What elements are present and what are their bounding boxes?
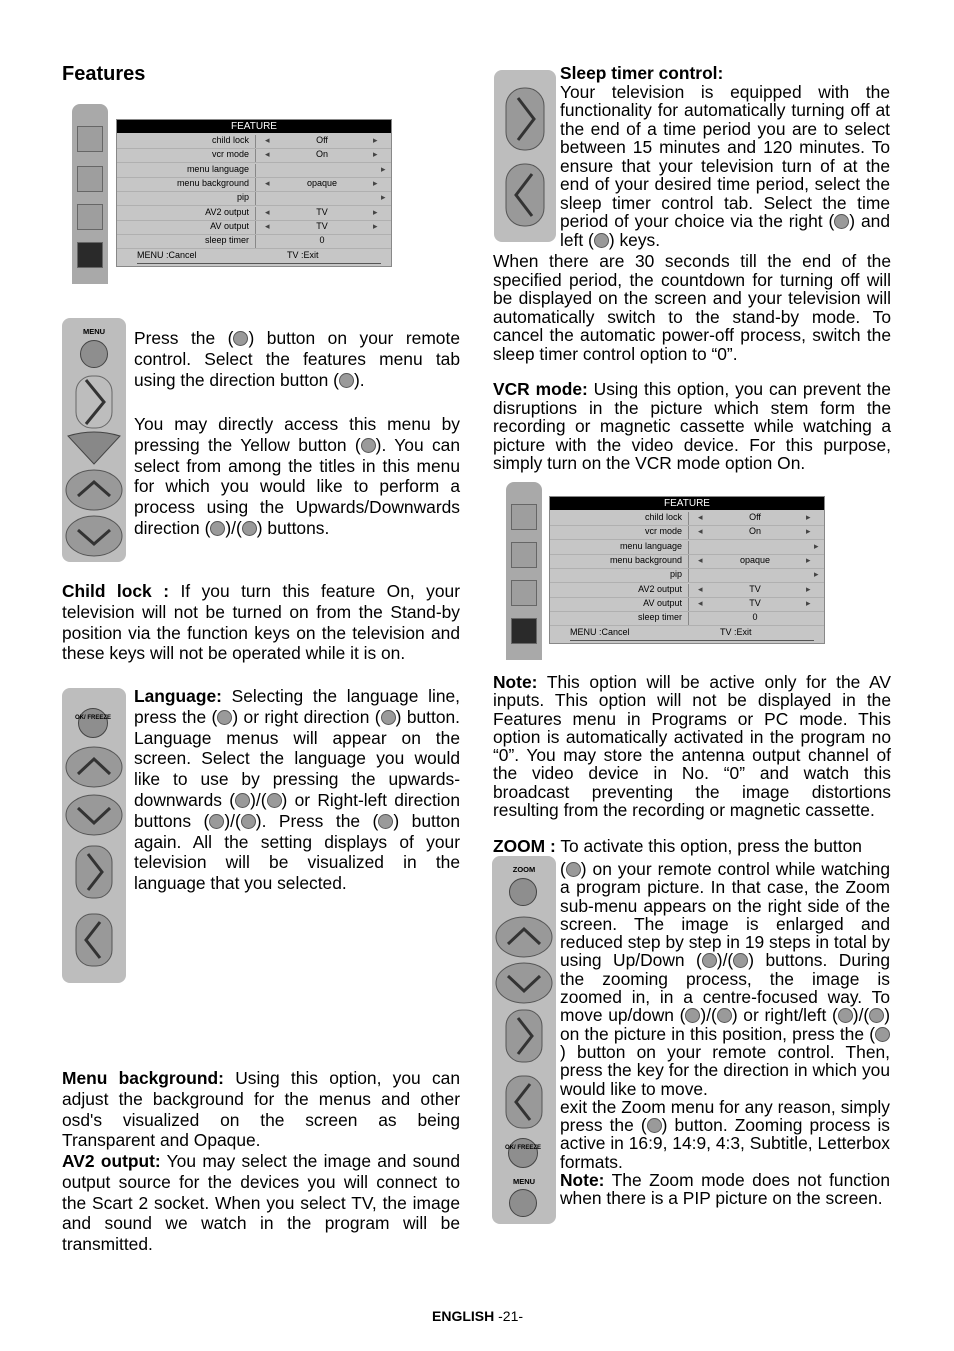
right-arrow-icon: ▸ (373, 220, 378, 231)
menu-divider (688, 612, 689, 625)
zoom-heading-line: ZOOM : To activate this option, press the button (493, 836, 862, 856)
menu-row-value: opaque (739, 554, 771, 565)
menu-button-icon (233, 331, 248, 346)
menu-title: FEATURE (117, 120, 391, 133)
remote-strip-sleep (494, 70, 556, 242)
down-arrow-icon[interactable] (64, 514, 124, 558)
menu-row-value: 0 (752, 612, 758, 623)
ok-freeze-button[interactable] (78, 708, 108, 738)
menu-row-label: sleep timer (204, 235, 249, 246)
up-arrow-icon-2[interactable] (64, 744, 124, 790)
remote-strip-ok (62, 688, 126, 983)
intro-paragraph: Press the ( ) button on your remote control. Select the features menu tab using the direction button ( ). (134, 328, 460, 390)
menu-row[interactable] (550, 584, 824, 598)
menu-title: FEATURE (550, 497, 824, 510)
menu-button[interactable] (80, 340, 108, 368)
menu-divider (688, 541, 689, 554)
menu-exit-hint: TV :Exit (720, 627, 752, 637)
right-arrow-icon[interactable] (72, 374, 116, 430)
menu-divider (688, 598, 689, 611)
menu-row[interactable] (550, 555, 824, 569)
menu-row[interactable] (550, 541, 824, 555)
up-button-icon-2 (235, 793, 250, 808)
menu-divider (255, 207, 256, 220)
right-arrow-icon-3[interactable] (502, 86, 548, 152)
right-button-icon-3 (241, 814, 256, 829)
left-arrow-icon-2[interactable] (72, 912, 116, 968)
note-paragraph: Note: This option will be active only for the AV inputs. This option will not be displayed in the Features menu in Programs or PC mode. This option is automatically activated in the program no “0”. You may store the antenna output channel of the video device in No. “0” and watch this broadcast preventing the image distortions resulting from the recording or magnetic cassette. (493, 672, 891, 821)
menu-icon-strip (72, 104, 108, 284)
sound-icon (77, 166, 103, 192)
feature-icon (77, 242, 103, 268)
page-title: Features (62, 63, 146, 85)
menu-row-value: TV (316, 220, 328, 231)
menu-button-2[interactable] (509, 1189, 537, 1217)
menu-row-label: AV output (210, 220, 249, 231)
menu-label-2: MENU (512, 1177, 536, 1186)
menu-row[interactable] (117, 164, 391, 178)
menu-divider (255, 164, 256, 177)
down-button-icon-4 (869, 1008, 884, 1023)
left-arrow-icon: ◂ (265, 135, 270, 145)
menu-row[interactable] (117, 178, 391, 192)
sleep-countdown-paragraph: When there are 30 seconds till the end of the specified period, the countdown for turning off will be displayed on the screen and your television will automatically switch to the stand-by mode. To cancel the automatic power-off process, switch the sleep timer control option to “0”. (493, 251, 891, 364)
left-arrow-icon: ◂ (698, 554, 703, 565)
menu-row-label: pip (236, 192, 249, 203)
menu-row[interactable] (117, 221, 391, 235)
menu-exit-hint: TV :Exit (287, 250, 319, 260)
menu-row[interactable] (117, 149, 391, 163)
menu-row-label: sleep timer (637, 612, 682, 623)
up-button-icon (210, 521, 225, 536)
menu-row-value: Off (316, 135, 328, 145)
menu-row-label: menu background (609, 554, 682, 565)
vcr-mode-paragraph: VCR mode: Using this option, you can prevent the disruptions in the picture which stem form the recording or magnetic cassette while watching a picture with the video device. For this purpose, simply turn on the VCR mode option On. (493, 379, 891, 473)
left-arrow-icon: ◂ (698, 583, 703, 594)
zoom-button[interactable] (509, 878, 537, 906)
down-arrow-icon-3[interactable] (494, 960, 554, 1006)
menu-row-label: vcr mode (211, 149, 249, 160)
sleep-timer-paragraph: Sleep timer control: Your television is equipped with the functionality for automatically turning off at the end of a time period you are to select between 15 minutes and 120 minutes. To ensure that your television turn of at the end of your desired time period, select the sleep timer control tab. Select the time period of your choice via the right ( ) and left ( ) keys. (560, 63, 891, 250)
menu-divider (688, 569, 689, 582)
menu-cancel-hint: MENU :Cancel (570, 627, 630, 637)
menu-row-label: menu background (176, 177, 249, 188)
left-arrow-icon: ◂ (265, 177, 270, 188)
menu-row-value: TV (749, 583, 761, 594)
right-button-icon-4 (834, 214, 849, 229)
menu-row-value: On (315, 149, 328, 160)
language-paragraph: Language: Selecting the language line, press the ( ) or right direction ( ) button. Language menus will appear on the screen. Select the language you would like to use by pressing the upwards-downwards ( )/( ) or Right-left direction buttons ( )/( ). Press the ( ) button again. All the setting displays of your television will be visualized in the language that you selected. (134, 686, 461, 894)
menu-divider (255, 192, 256, 205)
ok-button-icon-2 (378, 814, 393, 829)
zoom-paragraph: ( ) on your remote control while watching a program picture. In that case, the Zoom sub-menu appears on the right side of the screen. The image is enlarged and reduced step by step in 19 steps in total by using Up/Down ( )/( ) buttons. During the zooming process, the image is zoomed in, in a centre-focused way. To move up/down ( )/( ) or right/left ( )/( ) on the picture in this position, press the () button on your remote control. Then, press the key for the direction in which you would like to move. exit the Zoom menu for any reason, simply press the ( ) button. Zooming process is active in 16:9, 14:9, 4:3, Subtitle, Letterbox formats. Note: The Zoom mode does not function when there is a PIP picture on the screen. (560, 859, 891, 1209)
left-button-icon-2 (594, 233, 609, 248)
up-button-icon-4 (838, 1008, 853, 1023)
up-button-icon-3 (702, 953, 717, 968)
install-icon (77, 204, 103, 230)
menu-row[interactable] (550, 569, 824, 583)
menu-divider (255, 221, 256, 234)
down-button-icon (242, 521, 257, 536)
zoom-button-icon (566, 862, 581, 877)
right-arrow-icon: ▸ (806, 512, 811, 522)
right-arrow-icon: ▸ (373, 206, 378, 217)
left-arrow-icon: ◂ (698, 526, 703, 537)
right-arrow-icon: ▸ (373, 177, 378, 188)
menu-row[interactable] (117, 192, 391, 206)
menu-divider (255, 149, 256, 162)
right-button-icon (339, 373, 354, 388)
menu-divider (688, 512, 689, 525)
right-arrow-icon-2[interactable] (72, 844, 116, 900)
down-button-icon-2 (267, 793, 282, 808)
menu-divider (255, 135, 256, 148)
left-button-icon-3 (685, 1008, 700, 1023)
ok-button-icon-3 (875, 1027, 890, 1042)
av2-output-paragraph: AV2 output: You may select the image and sound output source for the devices you will connect to the Scart 2 socket. When you select TV, the image and sound we watch in the program will be transmitted. (62, 1151, 460, 1255)
menu-row[interactable] (550, 512, 824, 526)
left-arrow-icon: ◂ (265, 220, 270, 231)
footer-page-number: -21- (494, 1308, 524, 1324)
right-arrow-icon: ▸ (373, 135, 378, 145)
install-icon-2 (511, 580, 537, 606)
right-arrow-icon: ▸ (373, 149, 378, 160)
feature-icon-2 (511, 618, 537, 644)
menu-row[interactable] (117, 135, 391, 149)
yellow-button-small-icon (361, 438, 376, 453)
menu-row[interactable] (550, 598, 824, 612)
menu-row[interactable] (550, 612, 824, 626)
up-arrow-icon[interactable] (64, 468, 124, 512)
right-arrow-icon: ▸ (806, 583, 811, 594)
menu-row-label: pip (669, 569, 682, 580)
menu-divider (255, 178, 256, 191)
menu-row-label: menu language (619, 540, 682, 551)
right-button-icon-2 (381, 710, 396, 725)
down-arrow-icon-2[interactable] (64, 792, 124, 838)
menu-row-label: AV output (643, 597, 682, 608)
menu-label: MENU (82, 327, 106, 336)
menu-button-icon-2 (647, 1118, 662, 1133)
menu-row-value: TV (316, 206, 328, 217)
zoom-label: ZOOM (512, 865, 536, 874)
menu-divider (688, 555, 689, 568)
right-arrow-icon-4[interactable] (502, 1008, 546, 1064)
menu-row-value: Off (749, 512, 761, 522)
feature-menu (116, 119, 392, 267)
ok-label-2: OK/ FREEZE (504, 1145, 541, 1151)
right-arrow-icon: ▸ (806, 526, 811, 537)
ok-button-icon (217, 710, 232, 725)
menu-divider (688, 526, 689, 539)
menu-cancel-hint: MENU :Cancel (137, 250, 197, 260)
right-arrow-icon: ▸ (381, 192, 386, 203)
menu-divider (255, 235, 256, 248)
sound-icon-2 (511, 542, 537, 568)
menu-row[interactable] (550, 526, 824, 540)
menu-row-label: vcr mode (644, 526, 682, 537)
footer-language: ENGLISH (432, 1308, 495, 1324)
ok-label: OK/ FREEZE (74, 715, 111, 721)
yellow-paragraph: You may directly access this menu by pressing the Yellow button ( ). You can select from among the titles in this menu for which you would like to perform a process using the Upwards/Downwards direction ( )/( ) buttons. (134, 414, 460, 538)
menu-row-label: child lock (644, 512, 682, 522)
remote-strip-zoom (492, 856, 556, 1224)
menu-row-label: AV2 output (205, 206, 249, 217)
right-arrow-icon: ▸ (814, 540, 819, 551)
picture-icon (77, 126, 103, 152)
menu-divider (688, 584, 689, 597)
left-arrow-icon: ◂ (698, 512, 703, 522)
right-arrow-icon: ▸ (806, 554, 811, 565)
right-arrow-icon: ▸ (381, 163, 386, 174)
menu-icon-strip-2 (506, 482, 542, 660)
menu-row-value: opaque (306, 177, 338, 188)
right-arrow-icon: ▸ (814, 569, 819, 580)
menu-row-label: AV2 output (638, 583, 682, 594)
down-button-icon-3 (733, 953, 748, 968)
left-arrow-icon: ◂ (265, 206, 270, 217)
right-button-icon-5 (717, 1008, 732, 1023)
left-arrow-icon: ◂ (698, 597, 703, 608)
menu-row-value: 0 (319, 235, 325, 246)
menu-row-value: On (748, 526, 761, 537)
menu-row-label: child lock (211, 135, 249, 145)
left-button-icon (209, 814, 224, 829)
up-arrow-icon-3[interactable] (494, 914, 554, 960)
remote-strip-menu (62, 318, 126, 562)
left-arrow-icon: ◂ (265, 149, 270, 160)
left-arrow-icon-4[interactable] (502, 1074, 546, 1130)
left-arrow-icon-3[interactable] (502, 162, 548, 228)
menu-footer (137, 250, 381, 264)
page-footer (432, 1308, 523, 1324)
ok-freeze-button-2[interactable] (508, 1138, 538, 1168)
menu-row[interactable] (117, 207, 391, 221)
menu-row-value: TV (749, 597, 761, 608)
menu-row-label: menu language (186, 163, 249, 174)
menu-background-paragraph: Menu background: Using this option, you can adjust the background for the menus and other osd's visualized on the screen as being Transparent and Opaque. (62, 1068, 460, 1151)
menu-footer (570, 627, 814, 641)
picture-icon-2 (511, 504, 537, 530)
feature-menu-2 (549, 496, 825, 644)
menu-row[interactable] (117, 235, 391, 249)
yellow-button-icon[interactable] (64, 430, 124, 470)
child-lock-paragraph: Child lock : If you turn this feature On, your television will not be turned on from the Stand-by position via the function keys on the television and these keys will not be operated while it is on. (62, 581, 460, 664)
right-arrow-icon: ▸ (806, 597, 811, 608)
